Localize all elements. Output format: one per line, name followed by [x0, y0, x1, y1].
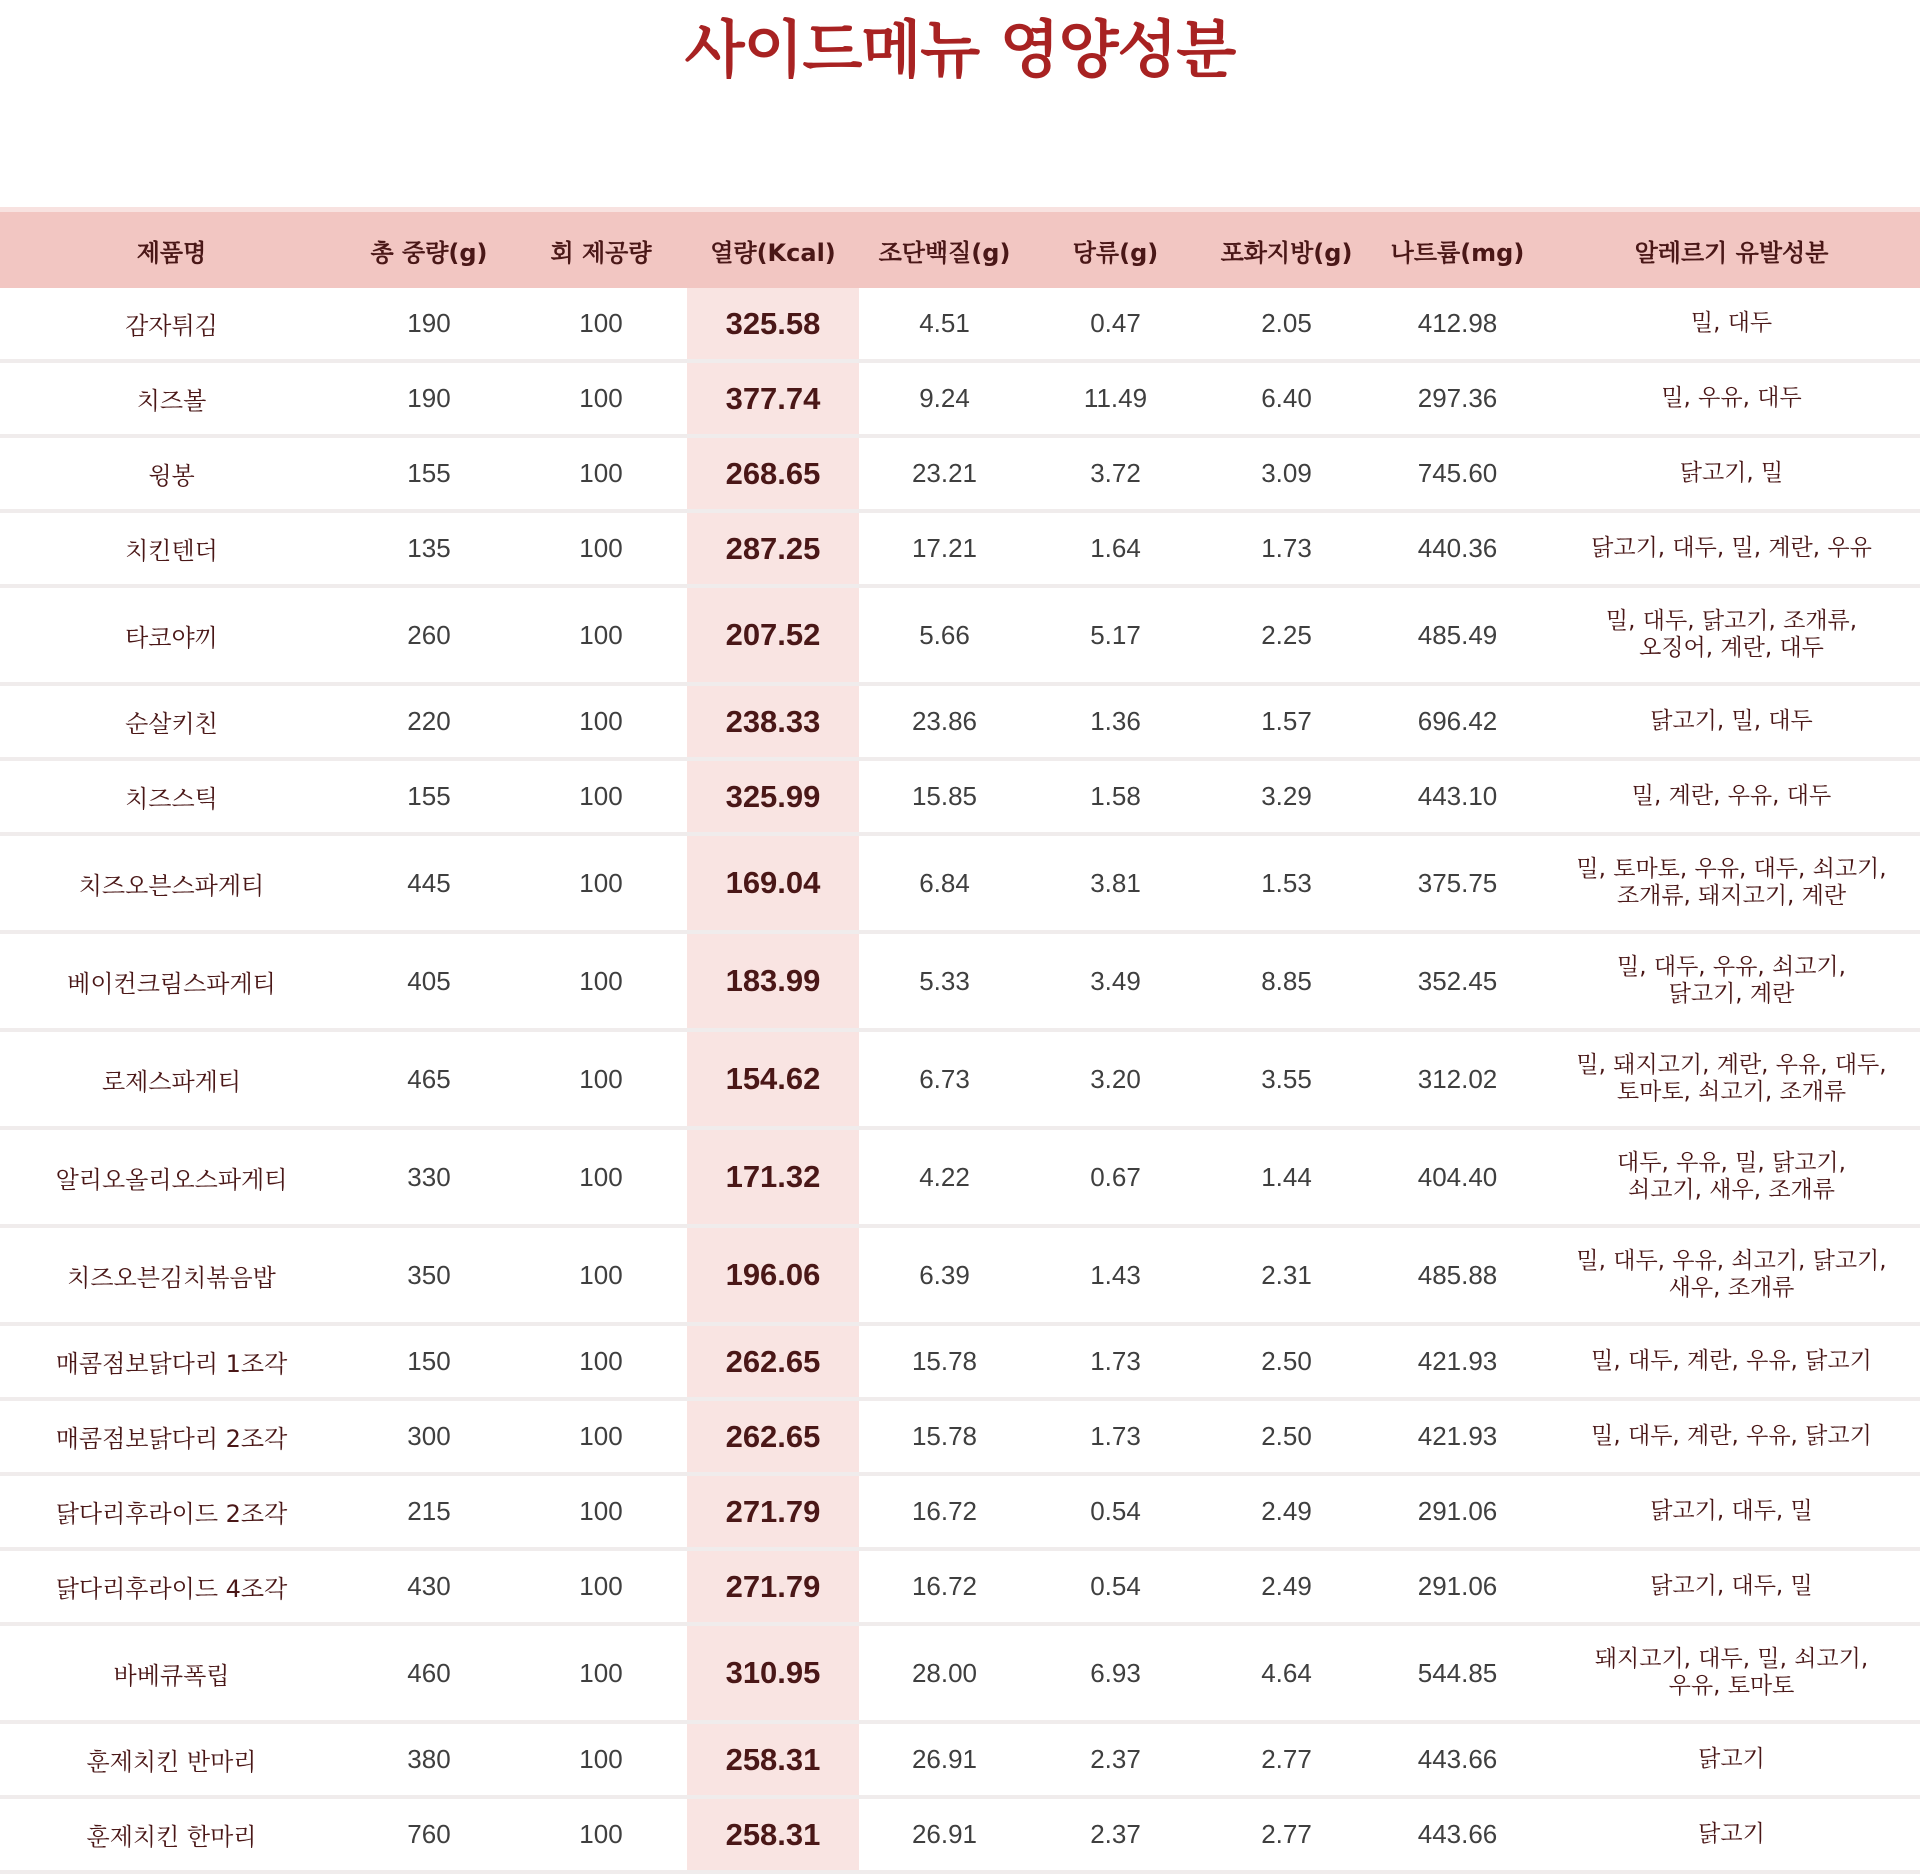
total-weight-cell: 760	[343, 1797, 515, 1872]
product-name-cell: 치즈볼	[0, 361, 343, 436]
protein-cell: 15.78	[859, 1399, 1030, 1474]
allergens-cell	[1543, 1797, 1920, 1872]
table-row	[0, 511, 1920, 586]
serving-size-cell: 100	[515, 1722, 687, 1797]
serving-size-cell: 100	[515, 1128, 687, 1226]
total-weight-cell: 300	[343, 1399, 515, 1474]
sodium-cell: 291.06	[1372, 1549, 1543, 1624]
total-weight-cell: 220	[343, 684, 515, 759]
sugar-cell: 3.81	[1030, 834, 1201, 932]
calories-cell: 154.62	[687, 1030, 859, 1128]
allergens-cell	[1543, 759, 1920, 834]
saturated-fat-cell: 2.77	[1201, 1722, 1372, 1797]
sodium-cell: 440.36	[1372, 511, 1543, 586]
sodium-cell: 421.93	[1372, 1324, 1543, 1399]
calories-cell: 310.95	[687, 1624, 859, 1722]
protein-cell: 6.73	[859, 1030, 1030, 1128]
protein-cell: 15.85	[859, 759, 1030, 834]
table-row	[0, 1722, 1920, 1797]
serving-size-cell: 100	[515, 1624, 687, 1722]
allergen-line: 밀, 대두, 계란, 우유, 닭고기	[1591, 1423, 1872, 1449]
sugar-cell: 0.67	[1030, 1128, 1201, 1226]
calories-cell: 238.33	[687, 684, 859, 759]
protein-cell: 5.33	[859, 932, 1030, 1030]
allergens-cell	[1543, 436, 1920, 511]
table-row	[0, 1399, 1920, 1474]
serving-size-cell: 100	[515, 1474, 687, 1549]
product-name-cell: 감자튀김	[0, 288, 343, 361]
sodium-cell: 352.45	[1372, 932, 1543, 1030]
total-weight-cell: 135	[343, 511, 515, 586]
serving-size-cell: 100	[515, 1324, 687, 1399]
product-name-cell: 치즈오븐스파게티	[0, 834, 343, 932]
sugar-cell: 6.93	[1030, 1624, 1201, 1722]
allergens-cell	[1543, 361, 1920, 436]
product-name-cell: 치킨텐더	[0, 511, 343, 586]
sodium-cell: 443.66	[1372, 1722, 1543, 1797]
sodium-cell: 297.36	[1372, 361, 1543, 436]
allergen-line: 닭고기	[1698, 1821, 1765, 1847]
saturated-fat-cell: 2.50	[1201, 1399, 1372, 1474]
allergens-cell	[1543, 511, 1920, 586]
calories-cell: 262.65	[687, 1324, 859, 1399]
calories-cell: 271.79	[687, 1474, 859, 1549]
serving-size-cell: 100	[515, 288, 687, 361]
saturated-fat-cell: 2.50	[1201, 1324, 1372, 1399]
sugar-cell: 3.49	[1030, 932, 1201, 1030]
allergen-line: 닭고기, 밀	[1679, 460, 1784, 486]
protein-cell: 26.91	[859, 1722, 1030, 1797]
calories-cell: 325.99	[687, 759, 859, 834]
sodium-cell: 312.02	[1372, 1030, 1543, 1128]
calories-cell: 271.79	[687, 1549, 859, 1624]
header-serving-size: 회 제공량	[550, 238, 652, 267]
table-row	[0, 361, 1920, 436]
table-row	[0, 834, 1920, 932]
product-name-cell: 닭다리후라이드 2조각	[0, 1474, 343, 1549]
nutrition-table	[0, 207, 1920, 1874]
protein-cell: 15.78	[859, 1324, 1030, 1399]
total-weight-cell: 430	[343, 1549, 515, 1624]
sodium-cell: 544.85	[1372, 1624, 1543, 1722]
protein-cell: 23.86	[859, 684, 1030, 759]
allergens-cell	[1543, 1030, 1920, 1128]
header-sugar: 당류(g)	[1072, 238, 1159, 267]
saturated-fat-cell: 1.53	[1201, 834, 1372, 932]
table-body	[0, 288, 1920, 1872]
calories-cell: 171.32	[687, 1128, 859, 1226]
total-weight-cell: 260	[343, 586, 515, 684]
protein-cell: 5.66	[859, 586, 1030, 684]
saturated-fat-cell: 2.05	[1201, 288, 1372, 361]
sodium-cell: 421.93	[1372, 1399, 1543, 1474]
calories-cell: 258.31	[687, 1722, 859, 1797]
allergen-line: 닭고기, 계란	[1668, 981, 1795, 1007]
serving-size-cell: 100	[515, 1399, 687, 1474]
saturated-fat-cell: 1.57	[1201, 684, 1372, 759]
table-header-row	[0, 210, 1920, 289]
product-name-cell: 매콤점보닭다리 2조각	[0, 1399, 343, 1474]
total-weight-cell: 215	[343, 1474, 515, 1549]
saturated-fat-cell: 4.64	[1201, 1624, 1372, 1722]
serving-size-cell: 100	[515, 684, 687, 759]
allergen-line: 대두, 우유, 밀, 닭고기,	[1617, 1150, 1846, 1176]
total-weight-cell: 330	[343, 1128, 515, 1226]
serving-size-cell: 100	[515, 1549, 687, 1624]
header-saturated-fat: 포화지방(g)	[1220, 238, 1353, 267]
header-protein: 조단백질(g)	[878, 238, 1011, 267]
header-calories: 열량(Kcal)	[710, 238, 836, 267]
product-name-cell: 치즈스틱	[0, 759, 343, 834]
sodium-cell: 404.40	[1372, 1128, 1543, 1226]
sodium-cell: 412.98	[1372, 288, 1543, 361]
allergens-cell	[1543, 288, 1920, 361]
calories-cell: 183.99	[687, 932, 859, 1030]
protein-cell: 6.84	[859, 834, 1030, 932]
sugar-cell: 11.49	[1030, 361, 1201, 436]
allergen-line: 닭고기, 대두, 밀	[1650, 1573, 1813, 1599]
table-row	[0, 1549, 1920, 1624]
table-row	[0, 586, 1920, 684]
serving-size-cell: 100	[515, 361, 687, 436]
allergen-line: 밀, 돼지고기, 계란, 우유, 대두,	[1576, 1052, 1887, 1078]
allergen-line: 밀, 대두	[1690, 310, 1773, 336]
allergen-line: 토마토, 쇠고기, 조개류	[1616, 1079, 1847, 1105]
sugar-cell: 1.43	[1030, 1226, 1201, 1324]
protein-cell: 17.21	[859, 511, 1030, 586]
product-name-cell: 베이컨크림스파게티	[0, 932, 343, 1030]
sodium-cell: 375.75	[1372, 834, 1543, 932]
product-name-cell: 알리오올리오스파게티	[0, 1128, 343, 1226]
allergens-cell	[1543, 1226, 1920, 1324]
total-weight-cell: 150	[343, 1324, 515, 1399]
sugar-cell: 2.37	[1030, 1722, 1201, 1797]
allergen-line: 닭고기, 대두, 밀	[1650, 1498, 1813, 1524]
allergens-cell	[1543, 1549, 1920, 1624]
total-weight-cell: 190	[343, 288, 515, 361]
sodium-cell: 485.49	[1372, 586, 1543, 684]
table-row	[0, 932, 1920, 1030]
total-weight-cell: 380	[343, 1722, 515, 1797]
allergen-line: 닭고기, 밀, 대두	[1650, 708, 1813, 734]
product-name-cell: 순살키친	[0, 684, 343, 759]
product-name-cell: 타코야끼	[0, 586, 343, 684]
allergens-cell	[1543, 1624, 1920, 1722]
total-weight-cell: 465	[343, 1030, 515, 1128]
serving-size-cell: 100	[515, 1797, 687, 1872]
allergens-cell	[1543, 834, 1920, 932]
sugar-cell: 3.72	[1030, 436, 1201, 511]
protein-cell: 16.72	[859, 1549, 1030, 1624]
calories-cell: 287.25	[687, 511, 859, 586]
allergen-line: 밀, 우유, 대두	[1661, 385, 1802, 411]
sodium-cell: 745.60	[1372, 436, 1543, 511]
sugar-cell: 1.58	[1030, 759, 1201, 834]
table-row	[0, 1226, 1920, 1324]
table-row	[0, 759, 1920, 834]
table-row	[0, 1624, 1920, 1722]
serving-size-cell: 100	[515, 511, 687, 586]
allergen-line: 닭고기	[1698, 1746, 1765, 1772]
protein-cell: 4.22	[859, 1128, 1030, 1226]
sodium-cell: 443.10	[1372, 759, 1543, 834]
sodium-cell: 696.42	[1372, 684, 1543, 759]
allergens-cell	[1543, 1324, 1920, 1399]
serving-size-cell: 100	[515, 1030, 687, 1128]
calories-cell: 325.58	[687, 288, 859, 361]
sugar-cell: 0.54	[1030, 1474, 1201, 1549]
sugar-cell: 1.73	[1030, 1399, 1201, 1474]
calories-cell: 268.65	[687, 436, 859, 511]
product-name-cell: 치즈오븐김치볶음밥	[0, 1226, 343, 1324]
saturated-fat-cell: 8.85	[1201, 932, 1372, 1030]
allergen-line: 밀, 대두, 우유, 쇠고기,	[1617, 954, 1846, 980]
calories-cell: 262.65	[687, 1399, 859, 1474]
protein-cell: 9.24	[859, 361, 1030, 436]
saturated-fat-cell: 1.44	[1201, 1128, 1372, 1226]
sugar-cell: 1.36	[1030, 684, 1201, 759]
protein-cell: 23.21	[859, 436, 1030, 511]
allergen-line: 돼지고기, 대두, 밀, 쇠고기,	[1594, 1646, 1869, 1672]
allergen-line: 닭고기, 대두, 밀, 계란, 우유	[1591, 535, 1872, 561]
protein-cell: 16.72	[859, 1474, 1030, 1549]
product-name-cell: 로제스파게티	[0, 1030, 343, 1128]
total-weight-cell: 350	[343, 1226, 515, 1324]
allergens-cell	[1543, 684, 1920, 759]
calories-cell: 196.06	[687, 1226, 859, 1324]
allergen-line: 밀, 대두, 닭고기, 조개류,	[1605, 608, 1858, 634]
sugar-cell: 2.37	[1030, 1797, 1201, 1872]
table-row	[0, 1128, 1920, 1226]
calories-cell: 169.04	[687, 834, 859, 932]
serving-size-cell: 100	[515, 436, 687, 511]
sodium-cell: 291.06	[1372, 1474, 1543, 1549]
calories-cell: 258.31	[687, 1797, 859, 1872]
total-weight-cell: 405	[343, 932, 515, 1030]
saturated-fat-cell: 2.25	[1201, 586, 1372, 684]
table-row	[0, 288, 1920, 361]
total-weight-cell: 460	[343, 1624, 515, 1722]
calories-cell: 207.52	[687, 586, 859, 684]
table-row	[0, 1474, 1920, 1549]
serving-size-cell: 100	[515, 932, 687, 1030]
total-weight-cell: 155	[343, 759, 515, 834]
product-name-cell: 훈제치킨 한마리	[0, 1797, 343, 1872]
saturated-fat-cell: 3.55	[1201, 1030, 1372, 1128]
allergen-line: 새우, 조개류	[1668, 1275, 1795, 1301]
allergen-line: 밀, 대두, 우유, 쇠고기, 닭고기,	[1576, 1248, 1887, 1274]
serving-size-cell: 100	[515, 759, 687, 834]
header-total-weight: 총 중량(g)	[370, 238, 488, 267]
allergens-cell	[1543, 586, 1920, 684]
sodium-cell: 485.88	[1372, 1226, 1543, 1324]
header-allergens: 알레르기 유발성분	[1634, 238, 1829, 267]
allergen-line: 밀, 대두, 계란, 우유, 닭고기	[1591, 1348, 1872, 1374]
allergens-cell	[1543, 1128, 1920, 1226]
saturated-fat-cell: 2.49	[1201, 1474, 1372, 1549]
allergen-line: 조개류, 돼지고기, 계란	[1616, 883, 1847, 909]
allergens-cell	[1543, 932, 1920, 1030]
table-row	[0, 1030, 1920, 1128]
table-row	[0, 436, 1920, 511]
table-row	[0, 684, 1920, 759]
saturated-fat-cell: 3.09	[1201, 436, 1372, 511]
product-name-cell: 훈제치킨 반마리	[0, 1722, 343, 1797]
sugar-cell: 3.20	[1030, 1030, 1201, 1128]
protein-cell: 28.00	[859, 1624, 1030, 1722]
nutrition-table-container	[0, 207, 1920, 1874]
product-name-cell: 윙봉	[0, 436, 343, 511]
saturated-fat-cell: 2.31	[1201, 1226, 1372, 1324]
protein-cell: 4.51	[859, 288, 1030, 361]
sugar-cell: 1.73	[1030, 1324, 1201, 1399]
allergen-line: 쇠고기, 새우, 조개류	[1628, 1177, 1835, 1203]
calories-cell: 377.74	[687, 361, 859, 436]
allergen-line: 오징어, 계란, 대두	[1639, 635, 1824, 661]
serving-size-cell: 100	[515, 1226, 687, 1324]
allergens-cell	[1543, 1399, 1920, 1474]
allergen-line: 밀, 토마토, 우유, 대두, 쇠고기,	[1576, 856, 1887, 882]
allergen-line: 우유, 토마토	[1668, 1673, 1795, 1699]
sugar-cell: 5.17	[1030, 586, 1201, 684]
saturated-fat-cell: 2.77	[1201, 1797, 1372, 1872]
sugar-cell: 0.47	[1030, 288, 1201, 361]
total-weight-cell: 445	[343, 834, 515, 932]
protein-cell: 6.39	[859, 1226, 1030, 1324]
saturated-fat-cell: 2.49	[1201, 1549, 1372, 1624]
saturated-fat-cell: 6.40	[1201, 361, 1372, 436]
allergens-cell	[1543, 1722, 1920, 1797]
sodium-cell: 443.66	[1372, 1797, 1543, 1872]
serving-size-cell: 100	[515, 586, 687, 684]
product-name-cell: 바베큐폭립	[0, 1624, 343, 1722]
saturated-fat-cell: 1.73	[1201, 511, 1372, 586]
sugar-cell: 0.54	[1030, 1549, 1201, 1624]
product-name-cell: 매콤점보닭다리 1조각	[0, 1324, 343, 1399]
sugar-cell: 1.64	[1030, 511, 1201, 586]
total-weight-cell: 155	[343, 436, 515, 511]
allergen-line: 밀, 계란, 우유, 대두	[1631, 783, 1832, 809]
header-sodium: 나트륨(mg)	[1390, 238, 1525, 267]
serving-size-cell: 100	[515, 834, 687, 932]
header-product-name: 제품명	[136, 238, 207, 267]
saturated-fat-cell: 3.29	[1201, 759, 1372, 834]
protein-cell: 26.91	[859, 1797, 1030, 1872]
allergens-cell	[1543, 1474, 1920, 1549]
page-title: 사이드메뉴 영양성분	[684, 13, 1236, 86]
table-row	[0, 1797, 1920, 1872]
product-name-cell: 닭다리후라이드 4조각	[0, 1549, 343, 1624]
total-weight-cell: 190	[343, 361, 515, 436]
table-row	[0, 1324, 1920, 1399]
